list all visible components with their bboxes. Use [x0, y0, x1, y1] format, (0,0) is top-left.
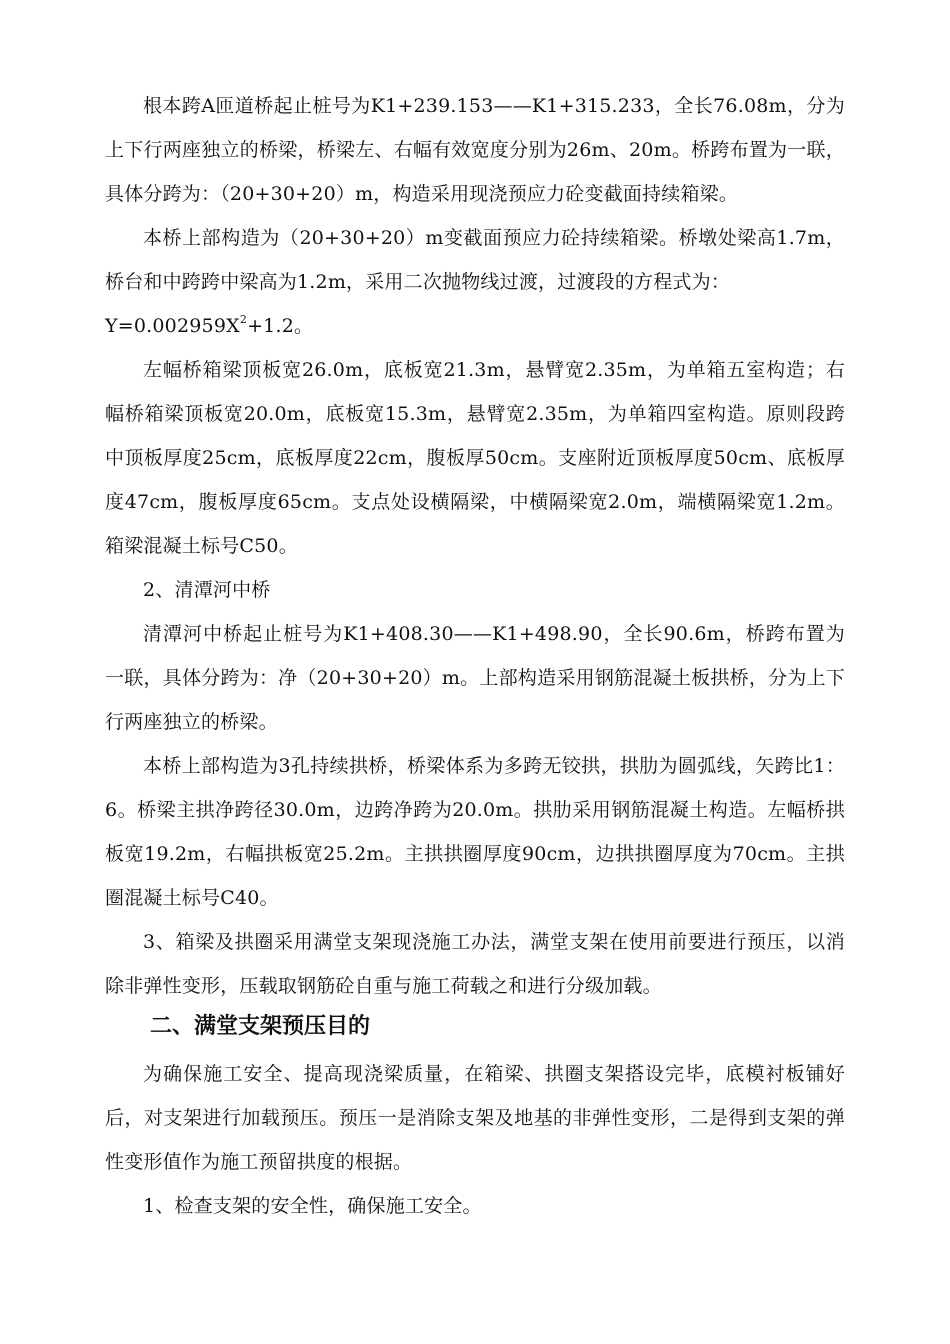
paragraph-ramp-bridge-intro: 根本跨A匝道桥起止桩号为K1+239.153——K1+315.233，全长76.08m，分为上下行两座独立的桥梁，桥梁左、右幅有效宽度分别为26m、20m。桥跨布置为一联，具体分跨为：（20+30+20）m，构造采用现浇预应力砼变截面持续箱梁。	[105, 95, 845, 205]
paragraph-box-girder-dimensions: 左幅桥箱梁顶板宽26.0m，底板宽21.3m，悬臂宽2.35m，为单箱五室构造；右幅桥箱梁顶板宽20.0m，底板宽15.3m，悬臂宽2.35m，为单箱四室构造。原则段跨中顶板厚度25cm，底板厚度22cm，腹板厚50cm。支座附近顶板厚度50cm、底板厚度47cm，腹板厚度65cm。支点处设横隔梁，中横隔梁宽2.0m，端横隔梁宽1.2m。箱梁混凝土标号C50。	[105, 359, 845, 557]
paragraph-full-support-method: 3、箱梁及拱圈采用满堂支架现浇施工办法，满堂支架在使用前要进行预压，以消除非弹性变形，压载取钢筋砼自重与施工荷载之和进行分级加载。	[105, 931, 845, 997]
paragraph-ramp-bridge-superstructure: 本桥上部构造为（20+30+20）m变截面预应力砼持续箱梁。桥墩处梁高1.7m，桥台和中跨跨中梁高为1.2m，采用二次抛物线过渡，过渡段的方程式为：	[105, 227, 845, 293]
list-item-check-safety: 1、检查支架的安全性，确保施工安全。	[143, 1195, 482, 1217]
formula-text-tail: +1.2。	[247, 315, 314, 337]
paragraph-preload-purpose: 为确保施工安全、提高现浇梁质量，在箱梁、拱圈支架搭设完毕，底模衬板铺好后，对支架进行加载预压。预压一是消除支架及地基的非弹性变形，二是得到支架的弹性变形值作为施工预留拱度的根据。	[105, 1063, 845, 1173]
formula-exponent: 2	[239, 312, 248, 326]
formula-line	[105, 304, 845, 348]
paragraph-qingtan-bridge-intro: 清潭河中桥起止桩号为K1+408.30——K1+498.90，全长90.6m，桥跨布置为一联，具体分跨为：净（20+30+20）m。上部构造采用钢筋混凝土板拱桥，分为上下行两座独立的桥梁。	[105, 623, 845, 733]
paragraph-arch-bridge-structure: 本桥上部构造为3孔持续拱桥，桥梁体系为多跨无铰拱，拱肋为圆弧线，矢跨比1：6。桥梁主拱净跨径30.0m，边跨净跨为20.0m。拱肋采用钢筋混凝土构造。左幅桥拱板宽19.2m，右幅拱板宽25.2m。主拱拱圈厚度90cm，边拱拱圈厚度为70cm。主拱圈混凝土标号C40。	[105, 755, 845, 909]
section-heading-preload-purpose: 二、满堂支架预压目的	[150, 1014, 371, 1039]
section-subheading-qingtan-bridge: 2、清潭河中桥	[143, 579, 271, 601]
formula-text: Y=0.002959X	[105, 315, 240, 337]
